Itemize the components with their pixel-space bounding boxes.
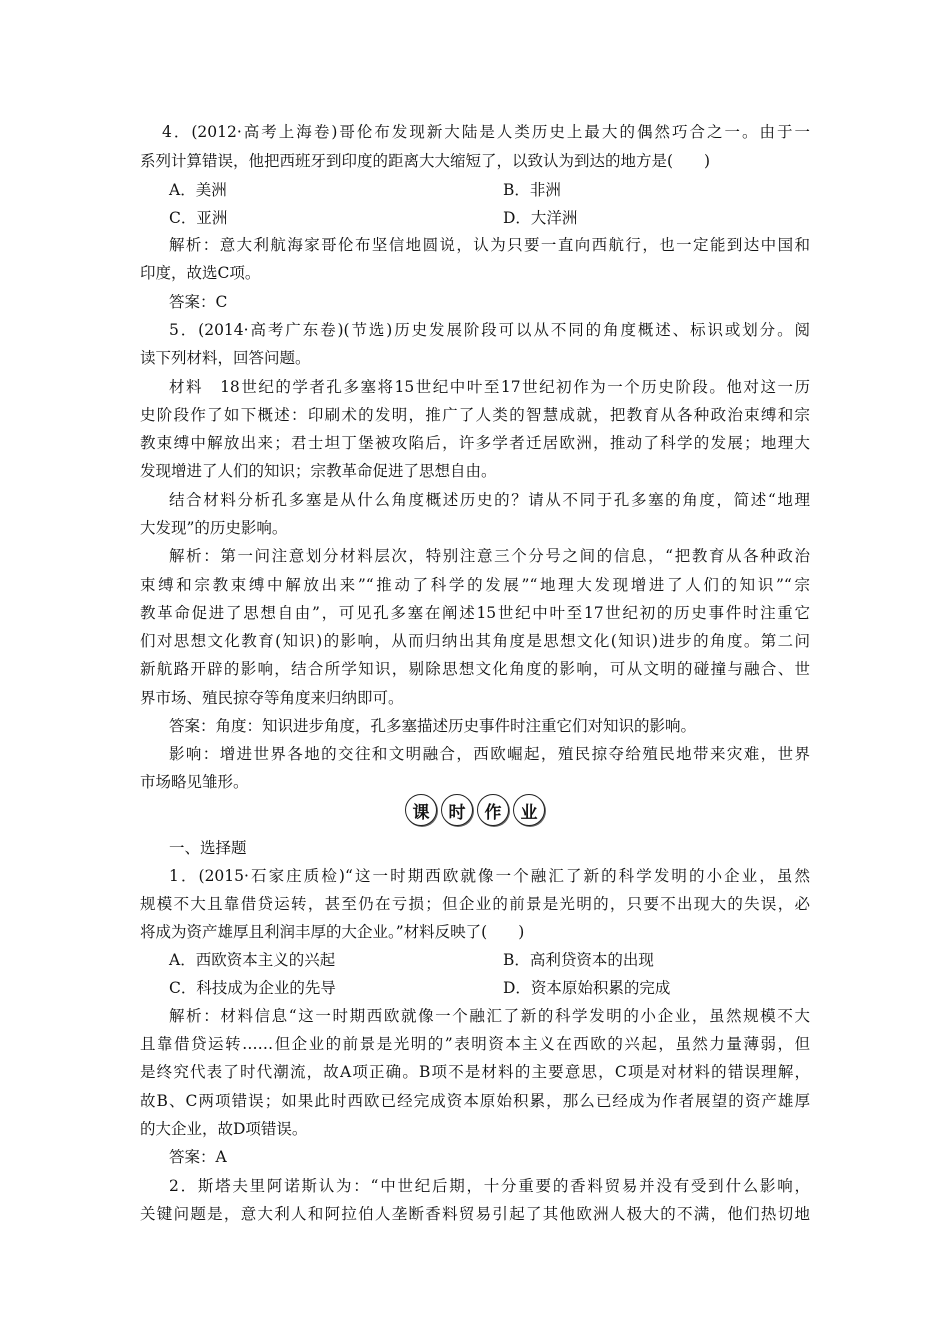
q5-stem-line1: 5．(2014·高考广东卷)(节选)历史发展阶段可以从不同的角度概述、标识或划分。阅 — [169, 321, 810, 339]
q4-option-a: A．美洲 — [169, 181, 227, 199]
h2-stem-line1: 2．斯塔夫里阿诺斯认为：“中世纪后期，十分重要的香料贸易并没有受到什么影响， — [169, 1177, 810, 1195]
h1-stem-line3: 将成为资产雄厚且利润丰厚的大企业。”材料反映了( ) — [140, 923, 525, 941]
section-header-homework — [0, 794, 950, 828]
h1-analysis-line1: 解析：材料信息“这一时期西欧就像一个融汇了新的科学发明的小企业，虽然规模不大 — [169, 1007, 810, 1025]
q5-analysis-line2: 束缚和宗教束缚中解放出来”“推动了科学的发展”“地理大发现增进了人们的知识”“宗 — [140, 576, 810, 594]
q4-analysis-line2: 印度，故选C项。 — [140, 264, 261, 282]
h1-option-d: D．资本原始积累的完成 — [503, 979, 671, 997]
h1-analysis-line3: 是终究代表了时代潮流，故A项正确。B项不是材料的主要意思，C项是对材料的错误理解， — [140, 1063, 810, 1081]
q5-stem-line2: 读下列材料，回答问题。 — [140, 349, 311, 367]
q4-answer: 答案：C — [169, 293, 228, 311]
q4-option-c: C．亚洲 — [169, 209, 228, 227]
q4-option-d: D．大洋洲 — [503, 209, 578, 227]
section-badge-2: 时 — [441, 794, 473, 826]
section-badge-3: 作 — [477, 794, 509, 826]
q4-stem-line1: 4．(2012·高考上海卷)哥伦布发现新大陆是人类历史上最大的偶然巧合之一。由于一 — [162, 123, 810, 141]
q5-analysis-line6: 界市场、殖民掠夺等角度来归纳即可。 — [140, 689, 404, 707]
h1-option-c: C．科技成为企业的先导 — [169, 979, 336, 997]
q5-analysis-line5: 新航路开辟的影响，结合所学知识，剔除思想文化角度的影响，可从文明的碰撞与融合、世 — [140, 660, 810, 678]
q5-answer-line2: 影响：增进世界各地的交往和文明融合，西欧崛起，殖民掠夺给殖民地带来灾难，世界 — [169, 745, 810, 763]
h1-stem-line1: 1．(2015·石家庄质检)“这一时期西欧就像一个融汇了新的科学发明的小企业，虽然 — [169, 867, 810, 885]
q5-analysis-line3: 教革命促进了思想自由”，可见孔多塞在阐述15世纪中叶至17世纪初的历史事件时注重它 — [140, 604, 810, 622]
q5-material-line4: 发现增进了人们的知识；宗教革命促进了思想自由。 — [140, 462, 497, 480]
section-badge-1: 课 — [405, 794, 437, 826]
q5-analysis-line4: 们对思想文化教育(知识)的影响，从而归纳出其角度是思想文化(知识)进步的角度。第二问 — [140, 632, 810, 650]
q5-question-line1: 结合材料分析孔多塞是从什么角度概述历史的？请从不同于孔多塞的角度，简述“地理 — [169, 491, 810, 509]
section-badge-4: 业 — [513, 794, 545, 826]
q5-material-line1: 材料 18世纪的学者孔多塞将15世纪中叶至17世纪初作为一个历史阶段。他对这一历 — [169, 378, 810, 396]
q5-answer-line1: 答案：角度：知识进步角度，孔多塞描述历史事件时注重它们对知识的影响。 — [169, 717, 697, 735]
q4-stem-line2: 系列计算错误，他把西班牙到印度的距离大大缩短了，以致认为到达的地方是( ) — [140, 152, 711, 170]
h1-stem-line2: 规模不大且靠借贷运转，甚至仍在亏损；但企业的前景是光明的，只要不出现大的失误，必 — [140, 895, 810, 913]
section-title-choice: 一、选择题 — [169, 839, 247, 857]
q5-material-line3: 教束缚中解放出来；君士坦丁堡被攻陷后，许多学者迁居欧洲，推动了科学的发展；地理大 — [140, 434, 810, 452]
q4-analysis-line1: 解析：意大利航海家哥伦布坚信地圆说，认为只要一直向西航行，也一定能到达中国和 — [169, 236, 810, 254]
h2-stem-line2: 关键问题是，意大利人和阿拉伯人垄断香料贸易引起了其他欧洲人极大的不满，他们热切地 — [140, 1205, 810, 1223]
h1-option-b: B．高利贷资本的出现 — [503, 951, 654, 969]
q5-analysis-line1: 解析：第一问注意划分材料层次，特别注意三个分号之间的信息，“把教育从各种政治 — [169, 547, 810, 565]
q5-question-line2: 大发现”的历史影响。 — [140, 519, 288, 537]
q5-answer-line3: 市场略见雏形。 — [140, 773, 249, 791]
h1-answer: 答案：A — [169, 1148, 227, 1166]
h1-analysis-line2: 且靠借贷运转……但企业的前景是光明的”表明资本主义在西欧的兴起，虽然力量薄弱，但 — [140, 1035, 810, 1053]
h1-analysis-line5: 的大企业，故D项错误。 — [140, 1120, 308, 1138]
h1-analysis-line4: 故B、C两项错误；如果此时西欧已经完成资本原始积累，那么已经成为作者展望的资产雄厚 — [140, 1092, 810, 1110]
q4-option-b: B．非洲 — [503, 181, 561, 199]
q5-material-line2: 史阶段作了如下概述：印刷术的发明，推广了人类的智慧成就，把教育从各种政治束缚和宗 — [140, 406, 810, 424]
h1-option-a: A．西欧资本主义的兴起 — [169, 951, 336, 969]
